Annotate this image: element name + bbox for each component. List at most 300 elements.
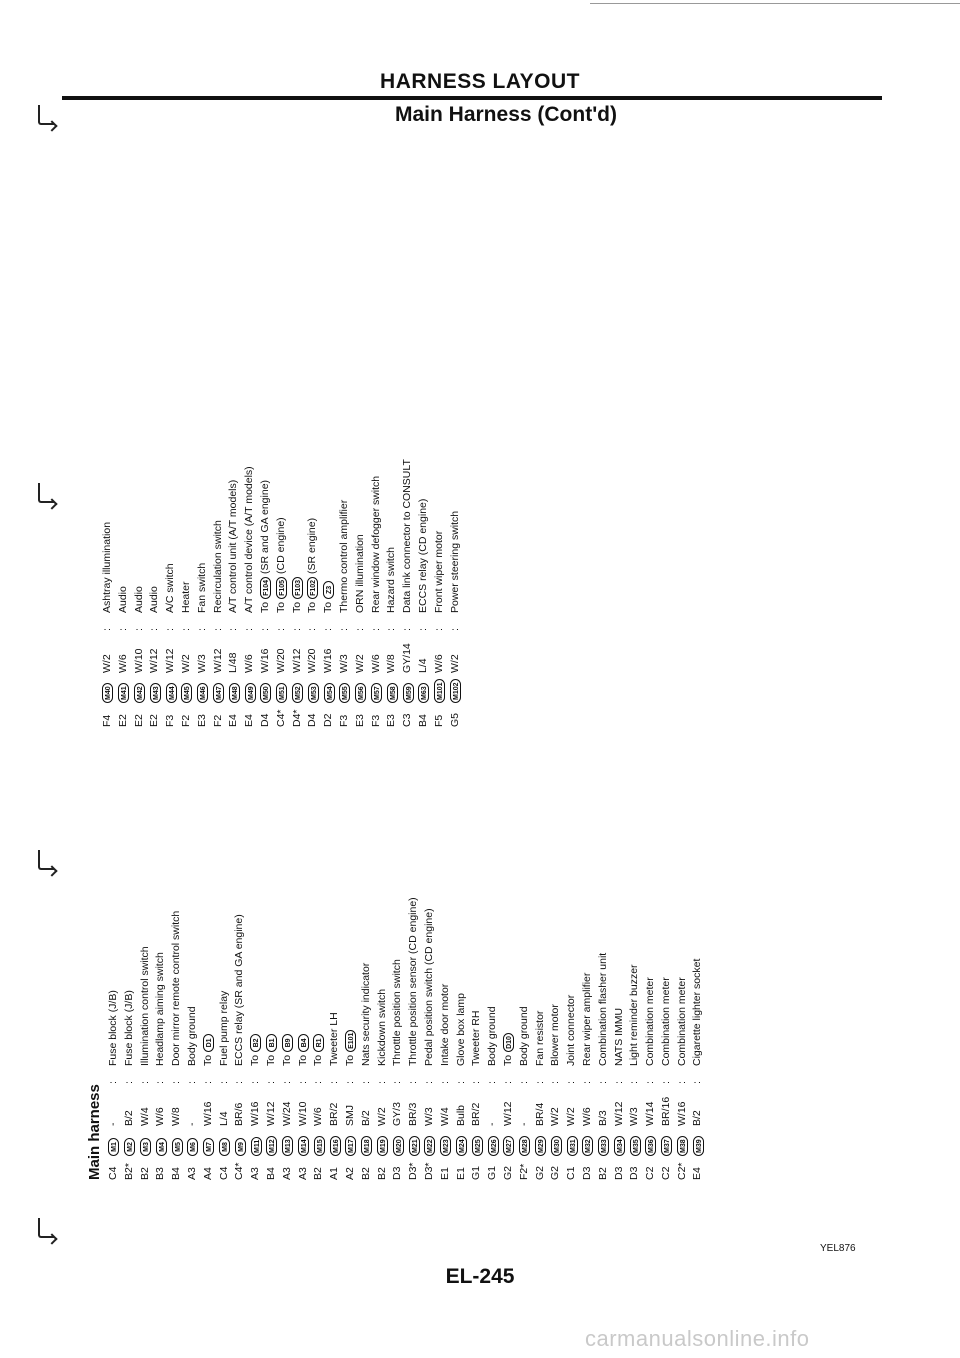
description-text: Light reminder buzzer xyxy=(628,964,641,1066)
connector-id-cell xyxy=(219,1126,230,1156)
connector-badge: M30 xyxy=(551,1136,562,1156)
description-text: Fuse block (J/B) xyxy=(122,990,135,1066)
connector-description xyxy=(406,710,422,1066)
connector-badge: M9 xyxy=(235,1138,246,1156)
separator: : xyxy=(179,628,192,631)
connector-description xyxy=(116,307,132,613)
connector-color-terminals: W/16 xyxy=(322,648,335,673)
description-text: Nats security indicator xyxy=(359,962,372,1066)
description-text: A/C switch xyxy=(164,563,177,613)
connector-color-terminals: W/2 xyxy=(353,654,366,673)
connector-row xyxy=(274,307,290,727)
connector-id-cell xyxy=(434,673,445,703)
connector-color-terminals: L/4 xyxy=(416,658,429,673)
connector-description xyxy=(211,307,227,613)
grid-location: G1 xyxy=(486,1165,499,1180)
connector-description xyxy=(195,307,211,613)
connector-row xyxy=(195,307,211,727)
separator: : xyxy=(116,628,129,631)
connector-badge: M40 xyxy=(102,683,113,703)
connector-description xyxy=(548,710,564,1066)
connector-badge: M33 xyxy=(598,1136,609,1156)
separator: : xyxy=(533,1081,546,1084)
grid-location: C4 xyxy=(107,1166,119,1180)
grid-location: F3 xyxy=(337,714,350,727)
connector-id-cell xyxy=(150,673,161,703)
separator: : xyxy=(448,628,461,631)
connector-badge: M26 xyxy=(488,1136,499,1156)
connector-badge: M3 xyxy=(140,1138,151,1156)
description-text: Joint connector xyxy=(565,994,578,1066)
connector-id-cell xyxy=(134,673,145,703)
description-text: Glove box lamp xyxy=(454,993,467,1066)
connector-row xyxy=(612,710,628,1180)
connector-id-cell xyxy=(330,1126,341,1156)
separator: : xyxy=(148,628,161,631)
connector-id-cell xyxy=(403,673,414,703)
connector-row xyxy=(280,710,296,1180)
connector-badge: M43 xyxy=(150,683,161,703)
grid-location: F4 xyxy=(101,714,113,727)
grid-location: G2 xyxy=(501,1165,514,1180)
connector-description xyxy=(353,307,369,613)
connector-badge: M55 xyxy=(339,683,350,703)
description-text: Blower motor xyxy=(549,1004,562,1066)
connector-id-cell xyxy=(156,1126,167,1156)
connector-id-cell xyxy=(266,1126,277,1156)
connector-color-terminals: W/6 xyxy=(580,1107,593,1126)
description-text: To xyxy=(201,1054,214,1066)
connector-id-cell xyxy=(314,1126,325,1156)
page-number: EL-245 xyxy=(445,1265,515,1288)
grid-location: D4 xyxy=(306,713,319,727)
connector-color-terminals: B/2 xyxy=(691,1110,704,1126)
connector-description xyxy=(280,710,296,1066)
connector-description xyxy=(248,710,264,1066)
connector-row xyxy=(564,710,580,1180)
connector-color-terminals: W/24 xyxy=(280,1101,293,1126)
grid-location: B2 xyxy=(138,1167,151,1180)
connector-id-cell xyxy=(677,1126,688,1156)
separator: : xyxy=(401,628,414,631)
connector-badge: M17 xyxy=(345,1136,356,1156)
separator: : xyxy=(343,1081,356,1084)
separator: : xyxy=(154,1081,167,1084)
separator: : xyxy=(170,1081,183,1084)
target-connector-badge: B9 xyxy=(282,1034,293,1052)
separator: : xyxy=(132,628,145,631)
grid-location: C2* xyxy=(675,1162,688,1180)
connector-color-terminals: BR/16 xyxy=(659,1096,672,1126)
description-text: Combination meter xyxy=(659,977,672,1066)
connector-row xyxy=(226,307,242,727)
connector-badge: M15 xyxy=(314,1136,325,1156)
separator: : xyxy=(322,628,335,631)
connector-color-terminals: W/12 xyxy=(164,648,177,673)
connector-color-terminals: W/2 xyxy=(375,1107,388,1126)
separator: : xyxy=(454,1081,467,1084)
connector-row xyxy=(122,710,138,1180)
connector-color-terminals: BR/2 xyxy=(470,1102,483,1126)
connector-description xyxy=(343,710,359,1066)
connector-color-terminals: W/4 xyxy=(138,1107,151,1126)
grid-location: F3 xyxy=(369,714,382,727)
separator: : xyxy=(243,628,256,631)
connector-color-terminals: W/12 xyxy=(612,1101,625,1126)
connector-row xyxy=(163,307,179,727)
separator: : xyxy=(416,628,429,631)
connector-badge: M59 xyxy=(403,683,414,703)
description-text: Tweeter RH xyxy=(470,1010,483,1066)
connector-row xyxy=(311,710,327,1180)
grid-location: G5 xyxy=(448,712,461,727)
page-title: HARNESS LAYOUT xyxy=(380,70,580,93)
connector-id-cell xyxy=(260,673,271,703)
separator: : xyxy=(675,1081,688,1084)
grid-location: B2* xyxy=(122,1163,135,1180)
grid-location: E2 xyxy=(132,714,145,727)
separator: : xyxy=(258,628,271,631)
grid-location: D3 xyxy=(628,1166,641,1180)
description-text: Thermo control amplifier xyxy=(337,499,350,613)
connector-badge: M47 xyxy=(213,683,224,703)
description-text: Fan resistor xyxy=(533,1010,546,1066)
separator: : xyxy=(385,628,398,631)
connector-id-cell xyxy=(361,1126,372,1156)
connector-id-cell xyxy=(661,1126,672,1156)
separator: : xyxy=(438,1081,451,1084)
connector-description xyxy=(432,307,448,613)
target-connector-badge: Z3 xyxy=(323,581,334,599)
connector-badge: M58 xyxy=(387,683,398,703)
connector-description xyxy=(201,710,217,1066)
connector-row xyxy=(448,307,464,727)
connector-description xyxy=(384,307,400,613)
connector-description xyxy=(226,307,242,613)
connector-badge: M32 xyxy=(582,1136,593,1156)
connector-color-terminals: W/12 xyxy=(148,648,161,673)
grid-location: A2 xyxy=(343,1167,356,1180)
connector-description xyxy=(390,710,406,1066)
connector-row xyxy=(469,710,485,1180)
grid-location: E4 xyxy=(243,714,256,727)
connector-badge: M56 xyxy=(355,683,366,703)
connector-color-terminals: - xyxy=(517,1122,530,1126)
grid-location: D2 xyxy=(322,713,335,727)
grid-location: B2 xyxy=(596,1167,609,1180)
grid-location: B4 xyxy=(416,714,429,727)
connector-description xyxy=(242,307,258,613)
connector-color-terminals: W/3 xyxy=(628,1107,641,1126)
connector-row xyxy=(327,710,343,1180)
connector-badge: M31 xyxy=(567,1136,578,1156)
description-text: Headlamp aiming switch xyxy=(154,952,167,1066)
connector-description xyxy=(485,710,501,1066)
binding-mark-icon xyxy=(38,850,54,870)
grid-location: F2 xyxy=(211,714,224,727)
connector-id-cell xyxy=(102,673,113,703)
connector-badge: M63 xyxy=(418,683,429,703)
description-text: Body ground xyxy=(185,1006,198,1066)
connector-badge: M27 xyxy=(503,1136,514,1156)
connector-id-cell xyxy=(387,673,398,703)
connector-description xyxy=(274,307,290,613)
connector-row xyxy=(153,710,169,1180)
connector-description xyxy=(612,710,628,1066)
grid-location: B2 xyxy=(375,1167,388,1180)
connector-id-cell xyxy=(308,673,319,703)
separator: : xyxy=(249,1081,262,1084)
top-edge-line xyxy=(590,3,960,4)
connector-row xyxy=(116,307,132,727)
connector-color-terminals: W/8 xyxy=(385,654,398,673)
separator: : xyxy=(628,1081,641,1084)
connector-id-cell xyxy=(355,673,366,703)
connector-description xyxy=(533,710,549,1066)
connector-description xyxy=(217,710,233,1066)
connector-color-terminals: W/6 xyxy=(369,654,382,673)
connector-badge: M19 xyxy=(377,1136,388,1156)
connector-badge: M24 xyxy=(456,1136,467,1156)
grid-location: D3 xyxy=(391,1166,404,1180)
connector-id-cell xyxy=(519,1126,530,1156)
grid-location: A3 xyxy=(296,1167,309,1180)
watermark: carmanualsonline.info xyxy=(585,1326,810,1351)
connector-description xyxy=(258,307,274,613)
connector-color-terminals: W/12 xyxy=(501,1101,514,1126)
grid-location: E2 xyxy=(148,714,161,727)
separator: : xyxy=(328,1081,341,1084)
connector-row xyxy=(185,710,201,1180)
connector-id-cell xyxy=(488,1126,499,1156)
grid-location: E2 xyxy=(116,714,129,727)
binding-mark-icon xyxy=(38,483,54,503)
separator: : xyxy=(296,1081,309,1084)
connector-description xyxy=(596,710,612,1066)
separator: : xyxy=(312,1081,325,1084)
connector-badge: M49 xyxy=(245,683,256,703)
separator: : xyxy=(580,1081,593,1084)
connector-color-terminals: W/2 xyxy=(101,654,113,673)
connector-id-cell xyxy=(535,1126,546,1156)
connector-badge: M22 xyxy=(424,1136,435,1156)
description-text: Combination meter xyxy=(675,977,688,1066)
grid-location: C2 xyxy=(644,1166,657,1180)
connector-id-cell xyxy=(456,1126,467,1156)
header-rule xyxy=(62,96,882,100)
description-note: (SR engine) xyxy=(306,517,319,574)
separator: : xyxy=(337,628,350,631)
connector-badge: M11 xyxy=(251,1137,262,1156)
grid-location: D3 xyxy=(612,1166,625,1180)
connector-color-terminals: W/2 xyxy=(179,654,192,673)
connector-badge: M2 xyxy=(124,1138,135,1156)
connector-row xyxy=(580,710,596,1180)
connector-description xyxy=(132,307,148,613)
description-text: To xyxy=(501,1054,514,1066)
connector-color-terminals: W/16 xyxy=(258,648,271,673)
connector-id-cell xyxy=(371,673,382,703)
description-text: Pedal position switch (CD engine) xyxy=(422,908,435,1066)
connector-color-terminals: BR/6 xyxy=(233,1102,246,1126)
description-text: ECCS relay (SR and GA engine) xyxy=(233,914,246,1066)
connector-color-terminals: GY/14 xyxy=(401,643,414,673)
connector-row xyxy=(343,710,359,1180)
connector-row xyxy=(485,710,501,1180)
grid-location: B3 xyxy=(154,1167,167,1180)
connector-id-cell xyxy=(124,1126,135,1156)
connector-color-terminals: B/2 xyxy=(359,1110,372,1126)
connector-badge: M50 xyxy=(260,683,271,703)
description-text: Door mirror remote control switch xyxy=(170,910,183,1066)
connector-id-cell xyxy=(324,673,335,703)
grid-location: E1 xyxy=(438,1167,451,1180)
grid-location: F5 xyxy=(432,714,445,727)
grid-location: C4 xyxy=(217,1166,230,1180)
connector-badge: M14 xyxy=(298,1136,309,1156)
connector-id-cell xyxy=(108,1126,119,1156)
connector-description xyxy=(448,307,464,613)
connector-id-cell xyxy=(424,1126,435,1156)
connector-row xyxy=(232,710,248,1180)
description-text: Tweeter LH xyxy=(328,1012,341,1066)
connector-description xyxy=(153,710,169,1066)
separator: : xyxy=(549,1081,562,1084)
separator: : xyxy=(596,1081,609,1084)
grid-location: F2 xyxy=(179,714,192,727)
connector-row xyxy=(147,307,163,727)
separator: : xyxy=(185,1081,198,1084)
connector-badge: M5 xyxy=(172,1138,183,1156)
connector-description xyxy=(501,710,517,1066)
connector-description xyxy=(400,307,416,613)
connector-badge: M54 xyxy=(324,683,335,703)
connector-badge: M13 xyxy=(282,1136,293,1156)
description-text: A/T control device (A/T models) xyxy=(243,466,256,613)
separator: : xyxy=(644,1081,657,1084)
connector-badge: M18 xyxy=(361,1136,372,1156)
connector-badge: M36 xyxy=(645,1136,656,1156)
description-text: To xyxy=(343,1054,356,1066)
connector-description xyxy=(438,710,454,1066)
connector-id-cell xyxy=(187,1126,198,1156)
separator: : xyxy=(233,1081,246,1084)
grid-location: E4 xyxy=(691,1167,704,1180)
connector-description xyxy=(422,710,438,1066)
target-connector-badge: D1 xyxy=(203,1034,214,1052)
connector-color-terminals: BR/4 xyxy=(533,1102,546,1126)
connector-badge: M12 xyxy=(266,1136,277,1156)
connector-badge: M44 xyxy=(166,683,177,703)
connector-id-cell xyxy=(172,1126,183,1156)
grid-location: G1 xyxy=(470,1165,483,1180)
connector-description xyxy=(454,710,470,1066)
connector-row xyxy=(416,307,432,727)
grid-location: G2 xyxy=(533,1165,546,1180)
connector-description xyxy=(290,307,306,613)
connector-row xyxy=(390,710,406,1180)
separator: : xyxy=(138,1081,151,1084)
separator: : xyxy=(612,1081,625,1084)
connector-description xyxy=(321,307,337,613)
connector-description xyxy=(375,710,391,1066)
connector-id-cell xyxy=(339,673,350,703)
connector-id-cell xyxy=(393,1126,404,1156)
connector-id-cell xyxy=(213,673,224,703)
connector-description xyxy=(179,307,195,613)
connector-color-terminals: W/3 xyxy=(195,654,208,673)
connector-color-terminals: W/16 xyxy=(201,1101,214,1126)
target-connector-badge: B4 xyxy=(298,1034,309,1052)
target-connector-badge: B2 xyxy=(250,1034,261,1052)
target-connector-badge: E101 xyxy=(345,1030,356,1052)
description-text: To xyxy=(264,1054,277,1066)
description-text: ECCS relay (CD engine) xyxy=(416,498,429,613)
connector-id-cell xyxy=(282,1126,293,1156)
connector-color-terminals: BR/2 xyxy=(328,1102,341,1126)
connector-row xyxy=(596,710,612,1180)
connector-id-cell xyxy=(292,673,303,703)
separator: : xyxy=(211,628,224,631)
connector-color-terminals: W/6 xyxy=(312,1107,325,1126)
connector-color-terminals: W/20 xyxy=(274,648,287,673)
description-text: Body ground xyxy=(486,1006,499,1066)
connector-row xyxy=(533,710,549,1180)
description-text: To xyxy=(322,601,335,613)
figure-reference: YEL876 xyxy=(820,1243,856,1254)
connector-color-terminals: W/3 xyxy=(422,1107,435,1126)
separator: : xyxy=(501,1081,514,1084)
connector-id-cell xyxy=(472,1126,483,1156)
separator: : xyxy=(107,1081,119,1084)
separator: : xyxy=(486,1081,499,1084)
connector-row xyxy=(432,307,448,727)
connector-id-cell xyxy=(181,673,192,703)
grid-location: A4 xyxy=(201,1167,214,1180)
connector-color-terminals: W/16 xyxy=(675,1101,688,1126)
connector-row xyxy=(296,710,312,1180)
separator: : xyxy=(407,1081,420,1084)
connector-description xyxy=(469,710,485,1066)
grid-location: B4 xyxy=(264,1167,277,1180)
connector-description xyxy=(580,710,596,1066)
connector-badge: M46 xyxy=(197,683,208,703)
grid-location: B2 xyxy=(312,1167,325,1180)
description-text: Audio xyxy=(148,586,161,613)
connector-row xyxy=(290,307,306,727)
connector-row xyxy=(106,710,122,1180)
description-text: Power steering switch xyxy=(448,510,461,613)
connector-row xyxy=(248,710,264,1180)
connector-description xyxy=(311,710,327,1066)
description-text: Illumination control switch xyxy=(138,946,151,1066)
connector-description xyxy=(416,307,432,613)
connector-color-terminals: W/6 xyxy=(116,654,129,673)
grid-location: E3 xyxy=(195,714,208,727)
connector-badge: M38 xyxy=(677,1136,688,1156)
connector-row xyxy=(690,710,706,1180)
connector-row xyxy=(337,307,353,727)
grid-location: C4* xyxy=(233,1162,246,1180)
connector-badge: M45 xyxy=(181,683,192,703)
connector-badge: M51 xyxy=(276,683,287,703)
grid-location: A3 xyxy=(249,1167,262,1180)
target-connector-badge: B1 xyxy=(266,1034,277,1052)
connector-id-cell xyxy=(582,1126,593,1156)
description-text: Rear window defogger switch xyxy=(369,475,382,613)
connector-id-cell xyxy=(503,1126,514,1156)
connector-color-terminals: B/2 xyxy=(122,1110,135,1126)
